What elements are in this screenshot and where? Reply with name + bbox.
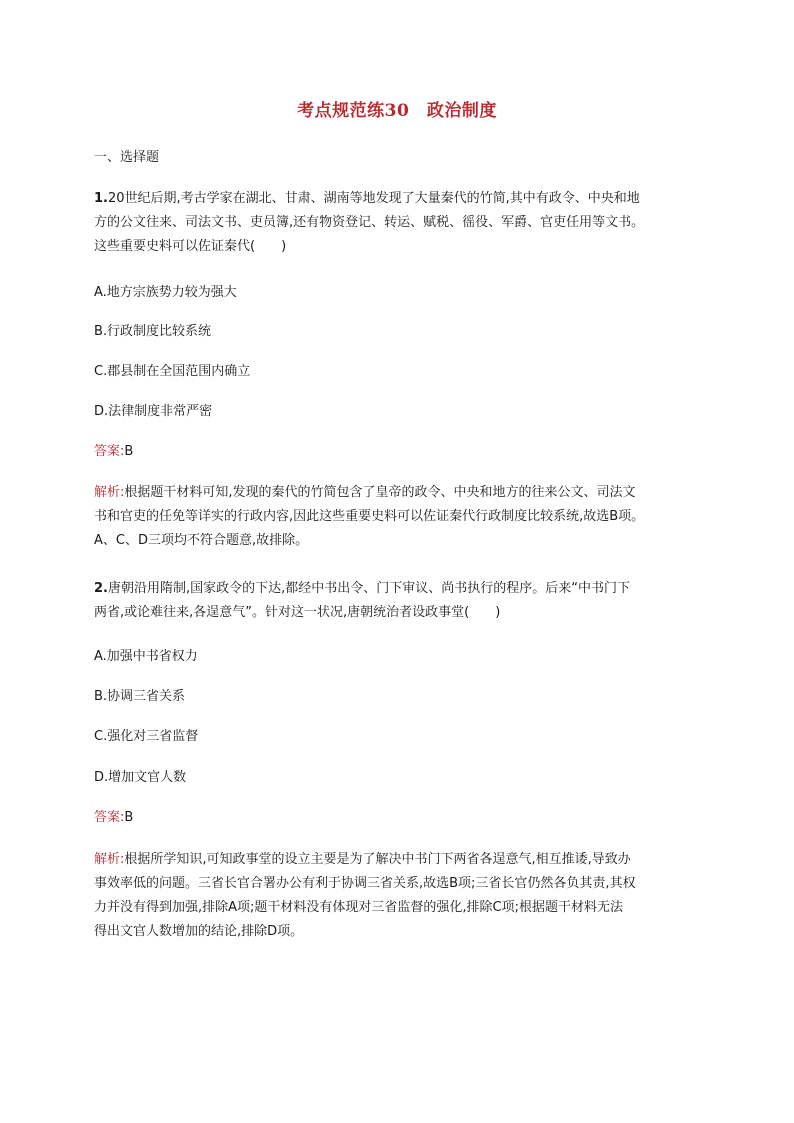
question-1-analysis [94,481,704,553]
question-2-option-b: B.协调三省关系 [94,689,186,704]
question-1-number: 1. [94,191,108,206]
page-title: 考点规范练30 政治制度 [297,101,497,121]
question-1-option-d: D.法律制度非常严密 [94,404,213,419]
question-1-answer [94,440,704,464]
question-2-analysis [94,848,704,944]
question-1-option-b: B.行政制度比较系统 [94,324,212,339]
question-2-analysis-line-4: 得出文官人数增加的结论,排除D项。 [94,924,304,939]
answer-value: B [124,810,134,825]
question-2-number: 2. [94,581,108,596]
question-2-option-a: A.加强中书省权力 [94,649,198,664]
question-2-analysis-line-1: 解析:根据所学知识,可知政事堂的设立主要是为了解决中书门下两省各逞意气,相互推诿,导致办 [94,852,631,867]
question-1-analysis-line-3: A、C、D三项均不符合题意,故排除。 [94,533,309,548]
section-heading: 一、选择题 [94,150,160,165]
question-2-stem-line-1: 2.唐朝沿用隋制,国家政令的下达,都经中书出令、门下审议、尚书执行的程序。后来“中书门下 [94,581,630,596]
question-1-stem-line-3: 这些重要史料可以佐证秦代( ) [94,239,287,254]
question-1-option-c: C.郡县制在全国范围内确立 [94,364,251,379]
answer-value: B [124,444,134,459]
question-1-stem-line-1: 1.20世纪后期,考古学家在湖北、甘肃、湖南等地发现了大量秦代的竹简,其中有政令、中央和地 [94,191,640,206]
question-1-analysis-line-1: 解析:根据题干材料可知,发现的秦代的竹简包含了皇帝的政令、中央和地方的往来公文、司法文 [94,485,636,500]
question-2-answer [94,806,704,830]
question-2-option-c: C.强化对三省监督 [94,729,199,744]
question-2-analysis-line-3: 力并没有得到加强,排除A项;题干材料没有体现对三省监督的强化,排除C项;根据题干材料无法 [94,900,623,915]
question-1-stem-line-2: 方的公文往来、司法文书、吏员簿,还有物资登记、转运、赋税、徭役、军爵、官吏任用等文书。 [94,215,645,230]
question-2-option-d: D.增加文官人数 [94,770,187,785]
question-1-stem [94,187,704,259]
question-2-analysis-line-2: 事效率低的问题。三省长官合署办公有利于协调三省关系,故选B项;三省长官仍然各负其责,其权 [94,876,636,891]
analysis-label: 解析: [94,485,125,500]
answer-label: 答案: [94,810,125,825]
question-2-stem-line-2: 两省,或论难往来,各逞意气”。针对这一状况,唐朝统治者设政事堂( ) [94,605,501,620]
question-1-option-a: A.地方宗族势力较为强大 [94,285,237,300]
analysis-label: 解析: [94,852,125,867]
answer-label: 答案: [94,444,125,459]
question-2-stem [94,577,704,625]
question-1-analysis-line-2: 书和官吏的任免等详实的行政内容,因此这些重要史料可以佐证秦代行政制度比较系统,故选B项。 [94,509,645,524]
